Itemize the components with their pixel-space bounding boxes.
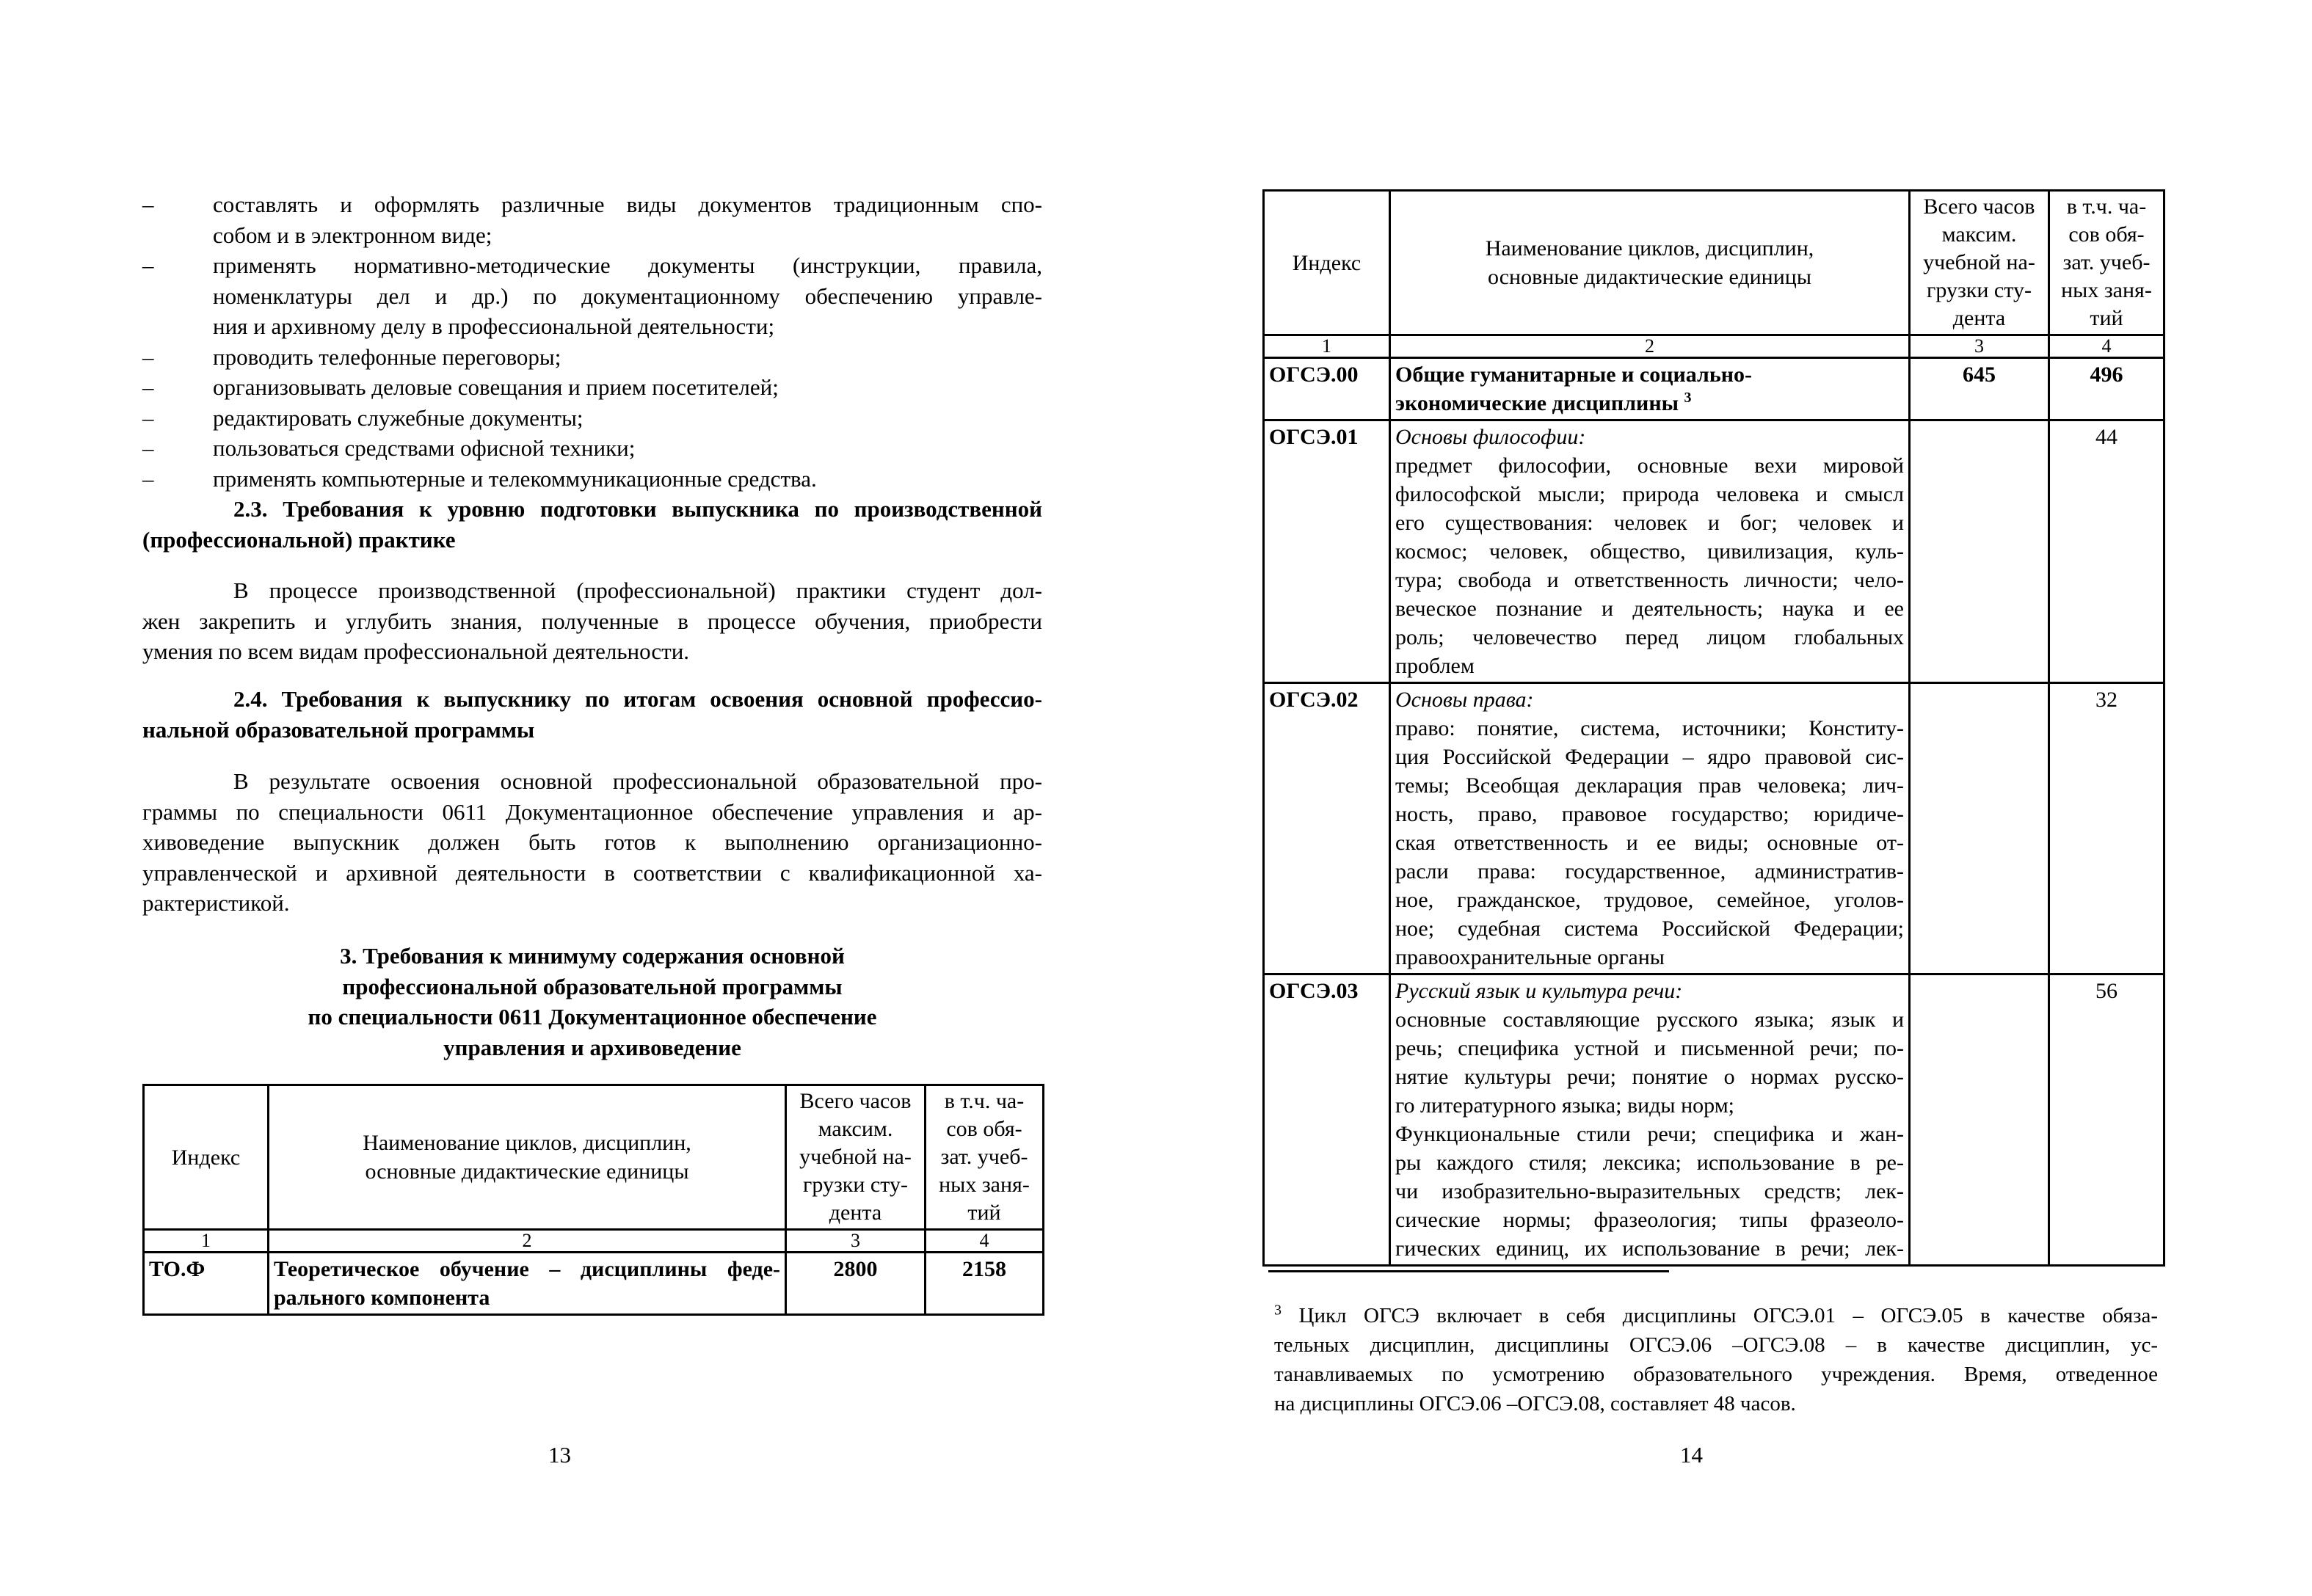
row-total-hours [1910,420,2049,683]
footnote-reference[interactable]: 3 [1684,390,1692,406]
row-class-hours: 44 [2049,420,2164,683]
row-total-hours [1910,683,2049,974]
table-header-row [144,1085,1044,1230]
section-2-3-paragraph: В процессе производственной (профессиональной) практики студент дол- жен закрепить и углубить знания, полученные в процессе обучения, приобрести умения по всем видам профессиональной деятельности. [142,577,1042,664]
section-2-3-heading: 2.3. Требования к уровню подготовки выпускника по производственной (профессиональной) практике [142,496,1042,553]
row-total-hours: 2800 [786,1253,926,1315]
column-number-row [1264,335,2164,358]
section-2-4-paragraph: В результате освоения основной профессиональной образовательной про- граммы по специальности 0611 Документационное обеспечение управления и ар- хивоведение выпускник должен быть готов к выполнению организационно- управленческой и архивной деятельности в соответствии с квалификационной ха- рактеристикой. [142,768,1042,916]
column-number-row [144,1230,1044,1253]
table-row-group [1264,358,2164,420]
curriculum-table-left [142,1084,1044,1316]
row-name: Общие гуманитарные и социально- экономические дисциплины $^3$ [1390,358,1910,420]
row-total-hours [1910,974,2049,1266]
header-name: Наименование циклов, дисциплин, основные дидактические единицы [269,1085,786,1230]
header-class-hours: в т.ч. ча- сов обя- зат. учеб- ных заня- тий [2049,191,2164,335]
table-row [1264,683,2164,974]
page-number-left: 13 [548,1442,571,1468]
list-item: – проводить телефонные переговоры; [142,343,561,370]
table-row [144,1253,1044,1315]
list-item: – составлять и оформлять различные виды документов традиционным спо- собом и в электронном виде; [142,192,1042,248]
row-class-hours: 496 [2049,358,2164,420]
column-number: 4 [2049,335,2164,358]
row-class-hours: 32 [2049,683,2164,974]
table-row [1264,420,2164,683]
page-number-right: 14 [1680,1442,1703,1468]
header-name: Наименование циклов, дисциплин, основные дидактические единицы [1390,191,1910,335]
footnote: $^3$ Цикл ОГСЭ включает в себя дисциплины ОГСЭ.01 – ОГСЭ.05 в качестве обяза- тельных дисциплин, дисциплины ОГСЭ.06 –ОГСЭ.08 – в качестве дисциплин, ус- танавливаемых по усмотрению образовательного учреждения. Время, отведенное на дисциплины ОГСЭ.06 –ОГСЭ.08, составляет 48 часов. [1274,1302,2159,1415]
row-class-hours: 56 [2049,974,2164,1266]
row-name: Основы философии: предмет философии, основные вехи мировой философской мысли; природа человека и смысл его существования: человек и бог; человек и космос; человек, общество, цивилизация, куль- тура; свобода и ответственность личности; чело- веческое познание и деятельность; наука и ее роль; человечество перед лицом глобальных проблем [1390,420,1910,683]
column-number: 3 [786,1230,926,1253]
row-index: ОГСЭ.02 [1264,683,1390,974]
row-class-hours: 2158 [926,1253,1044,1315]
row-index: ТО.Ф [144,1253,269,1315]
row-name: Теоретическое обучение – дисциплины феде- рального компонента [269,1253,786,1315]
footnote-mark: 3 [1274,1302,1282,1319]
row-total-hours: 645 [1910,358,2049,420]
list-item: – редактировать служебные документы; [142,404,584,431]
column-number: 2 [1390,335,1910,358]
header-total-hours: Всего часов максим. учебной на- грузки сту- дента [786,1085,926,1230]
column-number: 4 [926,1230,1044,1253]
curriculum-table-right [1262,189,2165,1267]
table-row [1264,974,2164,1266]
row-name: Русский язык и культура речи: основные составляющие русского языка; язык и речь; специфика устной и письменной речи; по- нятие культуры речи; понятие о нормах русско- го литературного языка; виды норм; Функциональные стили речи; специфика и жан- ры каждого стиля; лексика; использование в ре- чи изобразительно-выразительных средств; лек- сические нормы; фразеология; типы фразеоло- гических единиц, их использование в речи; лек- [1390,974,1910,1266]
row-name: Основы права: право: понятие, система, источники; Конститу- ция Российской Федерации – ядро правовой сис- темы; Всеобщая декларация прав человека; лич- ность, право, правовое государство; юридиче- ская ответственность и ее виды; основные от- расли права: государственное, административ- ное, гражданское, трудовое, семейное, уголов- ное; судебная система Российской Федерации; правоохранительные органы [1390,683,1910,974]
list-item: – пользоваться средствами офисной техники; [142,435,636,461]
section-3-heading: 3. Требования к минимуму содержания основной профессиональной образовательной программы по специальности 0611 Документационное обеспечение управления и архивоведение [308,943,877,1060]
column-number: 1 [144,1230,269,1253]
header-index: Индекс [1264,191,1390,335]
row-index: ОГСЭ.01 [1264,420,1390,683]
table-header-row [1264,191,2164,335]
list-item: – применять компьютерные и телекоммуникационные средства. [142,465,817,492]
list-item: – организовывать деловые совещания и прием посетителей; [142,374,779,400]
row-index: ОГСЭ.03 [1264,974,1390,1266]
right-page [1156,0,2312,1596]
requirements-bullet-list [142,189,1042,494]
header-class-hours: в т.ч. ча- сов обя- зат. учеб- ных заня- тий [926,1085,1044,1230]
footnote-separator [1268,1270,1669,1272]
list-item: – применять нормативно-методические документы (инструкции, правила, номенклатуры дел и др.) по документационному обеспечению управле- ния и архивному делу в профессиональной деятельности; [142,252,1042,339]
row-index: ОГСЭ.00 [1264,358,1390,420]
header-total-hours: Всего часов максим. учебной на- грузки сту- дента [1910,191,2049,335]
column-number: 2 [269,1230,786,1253]
column-number: 1 [1264,335,1390,358]
header-index: Индекс [144,1085,269,1230]
column-number: 3 [1910,335,2049,358]
section-2-4-heading: 2.4. Требования к выпускнику по итогам освоения основной профессио- нальной образовательной программы [142,686,1042,743]
